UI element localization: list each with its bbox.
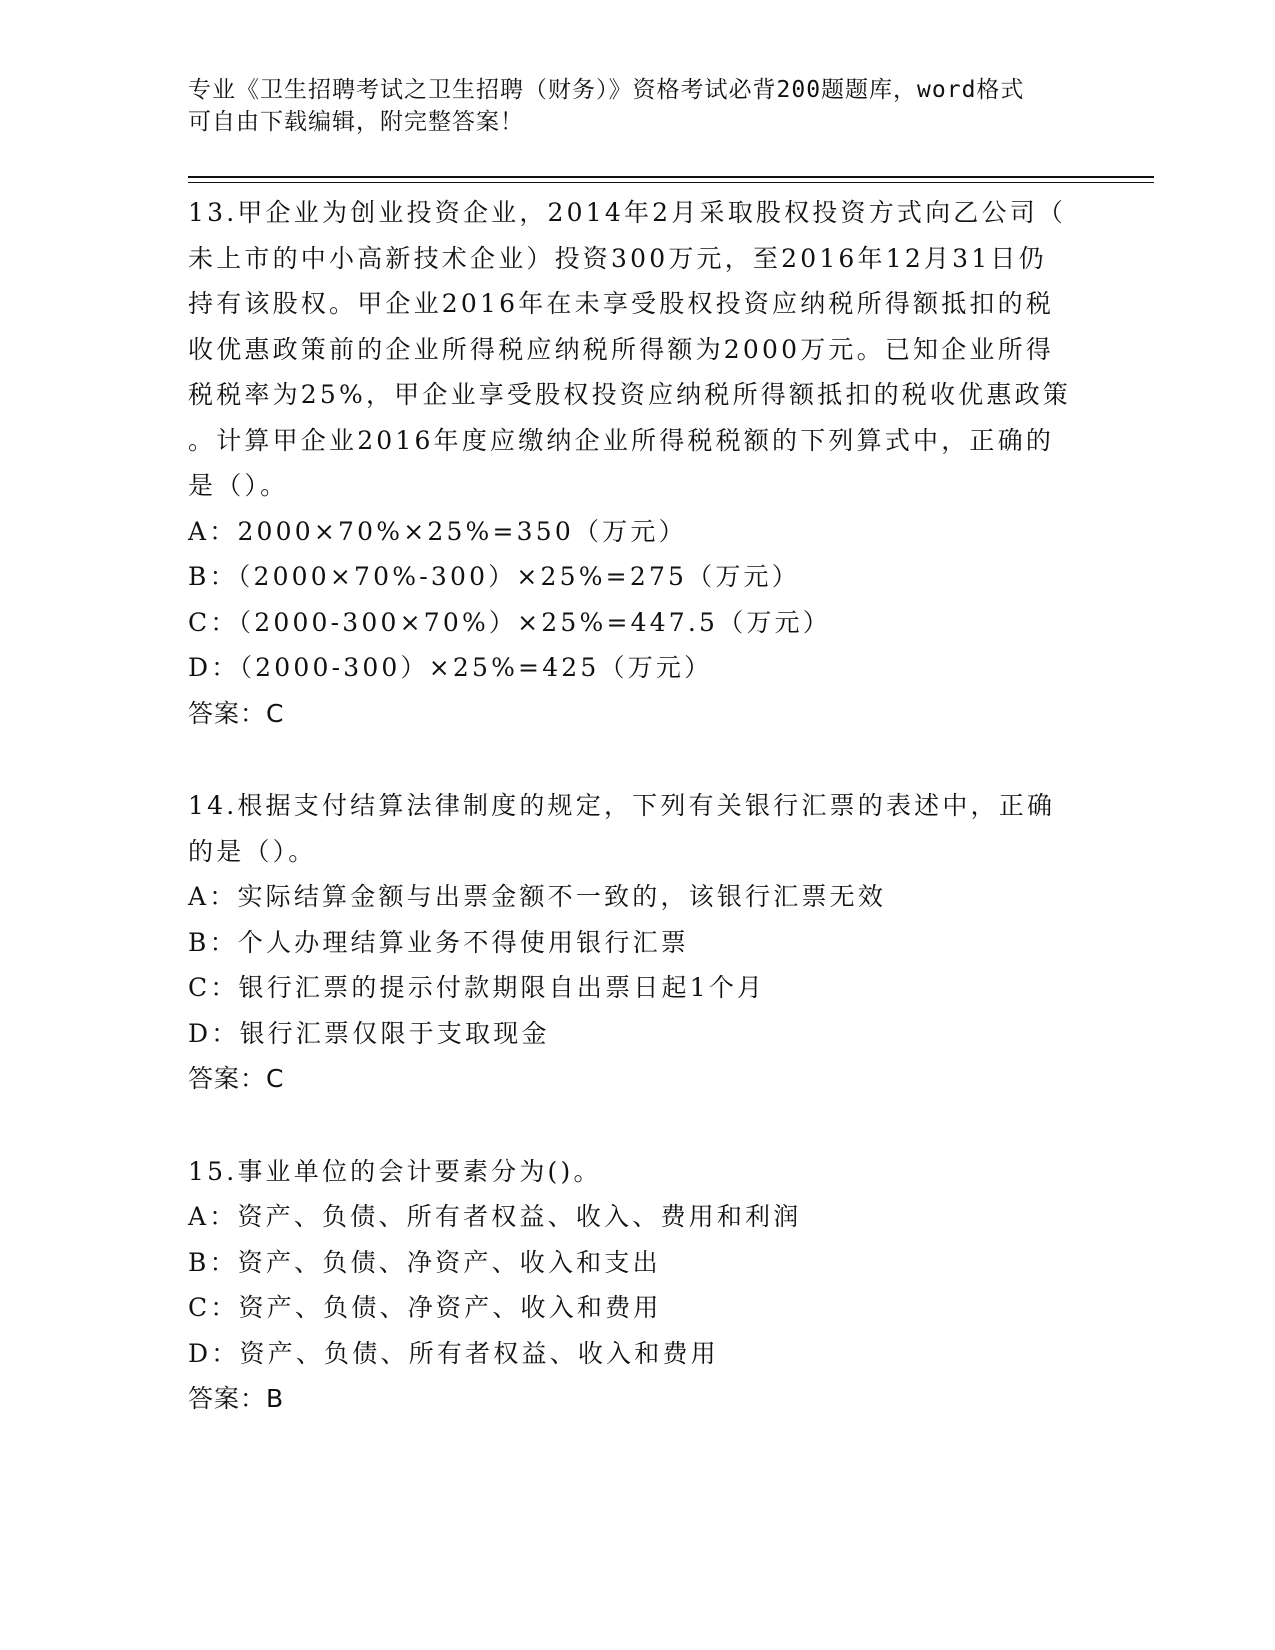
option-a: A：实际结算金额与出票金额不一致的，该银行汇票无效: [188, 882, 887, 911]
question-13: [188, 190, 1088, 736]
option-b: B：（2000×70%-300）×25%=275（万元）: [188, 562, 800, 591]
option-c: C：（2000-300×70%）×25%=447.5（万元）: [188, 607, 831, 637]
option-c: C：资产、负债、净资产、收入和费用: [188, 1293, 662, 1322]
question-text-line: 的是（）。: [188, 836, 317, 866]
question-text-line: 未上市的中小高新技术企业）投资300万元，至2016年12月31日仍: [188, 243, 1047, 273]
header-line-1: 专业《卫生招聘考试之卫生招聘（财务）》资格考试必背200题题库，word格式: [188, 77, 1025, 103]
answer: 答案：C: [188, 1064, 285, 1093]
question-list: [188, 190, 1088, 1422]
option-b: B：资产、负债、净资产、收入和支出: [188, 1247, 661, 1277]
question-14: [188, 783, 1088, 1102]
option-d: D：（2000-300）×25%=425（万元）: [188, 653, 713, 682]
option-a: A：资产、负债、所有者权益、收入、费用和利润: [188, 1202, 802, 1231]
question-text-line: 15.事业单位的会计要素分为()。: [188, 1156, 602, 1186]
question-text-line: 收优惠政策前的企业所得税应纳税所得额为2000万元。已知企业所得: [188, 334, 1055, 364]
option-d: D：资产、负债、所有者权益、收入和费用: [188, 1338, 719, 1368]
option-b: B：个人办理结算业务不得使用银行汇票: [188, 927, 689, 957]
question-spacer: [188, 1102, 1088, 1149]
question-text-line: 。计算甲企业2016年度应缴纳企业所得税税额的下列算式中，正确的: [188, 425, 1055, 455]
header-divider-thin: [188, 182, 1154, 183]
option-a: A：2000×70%×25%=350（万元）: [188, 516, 687, 546]
question-text-line: 是（）。: [188, 471, 289, 500]
question-text-line: 持有该股权。甲企业2016年在未享受股权投资应纳税所得额抵扣的税: [188, 289, 1055, 318]
answer: 答案：C: [188, 698, 285, 728]
header-line-2: 可自由下载编辑，附完整答案！: [188, 109, 524, 135]
question-text-line: 14.根据支付结算法律制度的规定，下列有关银行汇票的表述中，正确: [188, 791, 1056, 820]
option-d: D：银行汇票仅限于支取现金: [188, 1018, 550, 1048]
document-header: [188, 74, 1068, 138]
answer: 答案：B: [188, 1384, 285, 1413]
question-text-line: 13.甲企业为创业投资企业，2014年2月采取股权投资方式向乙公司（: [188, 198, 1067, 227]
header-divider-thick: [188, 176, 1154, 178]
option-c: C：银行汇票的提示付款期限自出票日起1个月: [188, 973, 766, 1002]
question-text-line: 税税率为25%，甲企业享受股权投资应纳税所得额抵扣的税收优惠政策: [188, 380, 1071, 409]
question-15: [188, 1149, 1088, 1422]
question-spacer: [188, 736, 1088, 783]
